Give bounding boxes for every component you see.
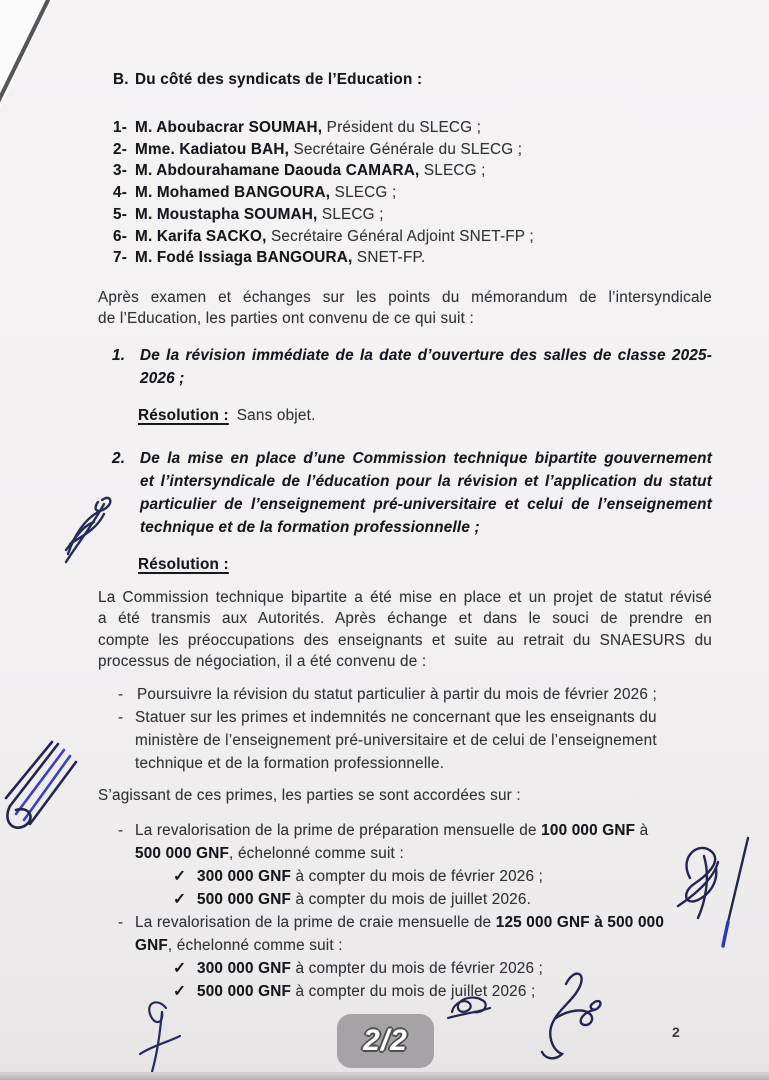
prime-line-post: à (635, 821, 649, 839)
resolution-label: Résolution : (138, 555, 229, 573)
item-number: 4- (113, 184, 128, 202)
item-number: 1- (113, 119, 128, 136)
prime-item-craie (118, 911, 712, 1003)
page-indicator-text: 2/2 (363, 1024, 408, 1057)
agenda-point-2 (112, 447, 712, 539)
delegate-name: M. Aboubacrar SOUMAH, (135, 119, 323, 136)
paragraph-line: et l’intersyndicale de l’éducation pour la révision et l’application du statut (140, 472, 712, 490)
paragraph-line: particulier de l’enseignement pré-universitaire et celui de l’enseignement (140, 495, 712, 513)
check-item (173, 957, 712, 980)
dash-bullet: - (118, 821, 124, 839)
list-item (118, 683, 712, 706)
paragraph-line: ministère de l’enseignement pré-universitaire et de celui de l’enseignement (135, 731, 657, 749)
list-item (118, 706, 712, 775)
delegate-name: Mme. Kadiatou BAH, (135, 140, 290, 158)
prime-text (135, 819, 648, 865)
agreements-list (118, 683, 712, 775)
page-number: 2 (672, 1024, 680, 1040)
agenda-point-1 (112, 344, 712, 390)
agreement-text: Poursuivre la révision du statut particulier à partir du mois de février 2026 ; (137, 685, 657, 703)
check-amount: 300 000 GNF (197, 959, 292, 977)
section-heading-text: Du côté des syndicats de l’Education : (135, 71, 423, 88)
item-number: 5- (113, 205, 128, 223)
check-text (197, 957, 543, 980)
check-text (197, 865, 543, 888)
prime-amount: GNF (135, 936, 168, 954)
check-rest: à compter du mois de juillet 2026 ; (291, 982, 536, 1000)
delegate-role: SLECG ; (317, 205, 384, 223)
prime-amount: 500 000 GNF (135, 844, 230, 862)
paragraph-line (135, 911, 664, 934)
delegate-role: SLECG ; (330, 184, 397, 202)
intro-paragraph (98, 287, 712, 330)
resolution-1 (138, 405, 712, 426)
section-heading-letter: B. (113, 71, 129, 88)
commission-paragraph (98, 587, 712, 673)
paragraph-line: a été transmis aux Autorités. Après échange et dans le souci de prendre en (98, 610, 712, 628)
check-icon: ✓ (173, 890, 187, 908)
check-icon: ✓ (173, 867, 187, 885)
delegate-role: Secrétaire Général Adjoint SNET-FP ; (266, 227, 534, 245)
list-item (113, 204, 712, 226)
dash-bullet: - (118, 708, 124, 726)
check-text (197, 980, 535, 1003)
check-amount: 300 000 GNF (197, 867, 292, 885)
page-indicator-badge (337, 1014, 434, 1068)
prime-line-pre: La revalorisation de la prime de préparation mensuelle de (135, 821, 542, 839)
paragraph-line (135, 842, 648, 865)
agreement-text (135, 706, 657, 775)
resolution-text: Sans objet. (236, 406, 316, 424)
item-number: 2. (112, 449, 126, 467)
delegate-name: M. Abdourahamane Daouda CAMARA, (135, 162, 420, 180)
list-item (113, 247, 712, 269)
paragraph-line: De la révision immédiate de la date d’ouverture des salles de classe 2025- (140, 346, 712, 364)
delegate-text (135, 160, 486, 182)
delegate-name: M. Mohamed BANGOURA, (135, 184, 331, 202)
item-number: 1. (112, 346, 126, 364)
list-item (118, 911, 712, 957)
paragraph-line: La Commission technique bipartite a été mise en place et un projet de statut révisé (98, 588, 712, 606)
delegate-role: Président du SLECG ; (322, 119, 482, 136)
check-icon: ✓ (173, 959, 187, 977)
item-number: 6- (113, 227, 128, 245)
check-amount: 500 000 GNF (197, 982, 292, 1000)
delegate-text (135, 182, 396, 204)
signature-scribble-bottom-left (136, 996, 186, 1080)
prime-line-post: , échelonné comme suit : (167, 936, 343, 954)
prime-text (135, 911, 664, 957)
check-icon: ✓ (173, 982, 187, 1000)
delegate-role: SLECG ; (419, 162, 486, 180)
list-item (118, 819, 712, 865)
point-text (140, 447, 712, 539)
check-item (173, 980, 712, 1003)
list-item (113, 117, 712, 139)
delegate-text (135, 139, 522, 161)
check-rest: à compter du mois de février 2026 ; (291, 867, 544, 885)
item-number: 2- (113, 140, 128, 158)
point-text (140, 344, 712, 390)
prime-item-preparation (118, 819, 712, 911)
delegate-text (135, 204, 384, 226)
check-amount: 500 000 GNF (197, 890, 292, 908)
prime-line-post: , échelonné comme suit : (229, 844, 404, 862)
delegates-list (113, 117, 712, 269)
prime-amount: 100 000 GNF (541, 821, 636, 839)
primes-intro: S’agissant de ces primes, les parties se sont accordées sur : (98, 786, 521, 804)
paragraph-line: De la mise en place d’une Commission technique bipartite gouvernement (140, 449, 712, 467)
list-item (113, 226, 712, 248)
paragraph-line: processus de négociation, il a été convenu de : (98, 653, 427, 671)
delegate-text (135, 117, 481, 139)
paragraph-line: 2026 ; (140, 369, 185, 387)
list-item (113, 182, 712, 204)
delegate-name: M. Fodé Issiaga BANGOURA, (135, 249, 353, 267)
paragraph-line: technique et de la formation professionnelle. (135, 754, 445, 772)
prime-amount: 125 000 GNF à 500 000 (495, 913, 665, 931)
paragraph-line: de l’Education, les parties ont convenu de ce qui suit : (98, 310, 475, 328)
delegate-name: M. Moustapha SOUMAH, (135, 205, 318, 223)
resolution-label: Résolution : (138, 406, 229, 424)
resolution-2 (138, 554, 712, 575)
delegate-text (135, 247, 425, 269)
check-item (173, 865, 712, 888)
check-text (197, 888, 531, 911)
paragraph-line (135, 934, 664, 957)
paragraph-line (135, 819, 648, 842)
section-heading (113, 70, 712, 90)
delegate-role: SNET-FP. (352, 249, 426, 267)
check-rest: à compter du mois de juillet 2026. (291, 890, 532, 908)
paragraph-line: Statuer sur les primes et indemnités ne concernant que les enseignants du (135, 708, 657, 726)
paragraph-line: compte les préoccupations des enseignants et suite au retrait du SNAESURS du (98, 631, 712, 649)
dash-bullet: - (118, 685, 124, 703)
prime-line-pre: La revalorisation de la prime de craie mensuelle de (135, 913, 496, 931)
delegate-name: M. Karifa SACKO, (135, 227, 267, 245)
paragraph-line: Après examen et échanges sur les points du mémorandum de l’intersyndicale (98, 288, 712, 306)
paragraph-line: technique et de la formation professionnelle ; (140, 518, 480, 536)
delegate-role: Secrétaire Générale du SLECG ; (289, 140, 523, 158)
dash-bullet: - (118, 913, 124, 931)
item-number: 7- (113, 249, 128, 267)
delegate-text (135, 226, 534, 248)
check-rest: à compter du mois de février 2026 ; (291, 959, 544, 977)
bottom-edge-band (0, 1072, 769, 1080)
list-item (113, 160, 712, 182)
item-number: 3- (113, 162, 128, 180)
list-item (113, 139, 712, 161)
check-item (173, 888, 712, 911)
